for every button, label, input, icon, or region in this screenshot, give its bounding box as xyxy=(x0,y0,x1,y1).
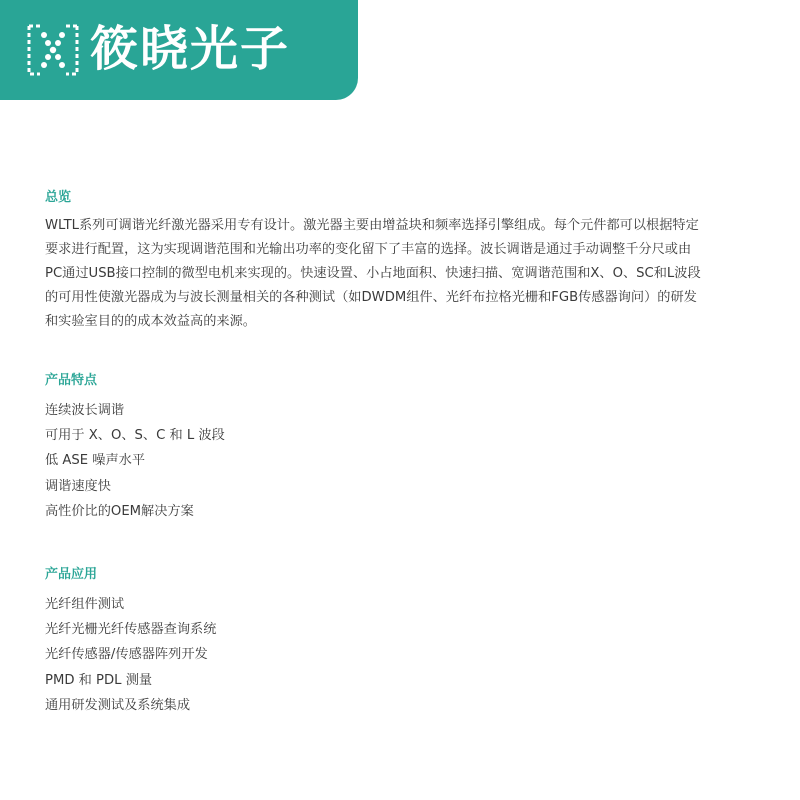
feature-item: 低 ASE 噪声水平 xyxy=(45,453,146,469)
features-heading: 产品特点 xyxy=(45,373,98,388)
overview-line: PC通过USB接口控制的微型电机来实现的。快速设置、小占地面积、快速扫描、宽调谐范围和X、O、SC和L波段 xyxy=(45,266,701,281)
main-content xyxy=(45,188,770,718)
features-list xyxy=(45,398,770,524)
application-item: 光纤组件测试 xyxy=(45,597,125,613)
x-logo-icon xyxy=(26,23,80,77)
feature-item: 连续波长调谐 xyxy=(45,403,125,418)
feature-item: 调谐速度快 xyxy=(45,478,111,494)
overview-line: 和实验室目的的成本效益高的来源。 xyxy=(45,314,256,329)
brand-name: 筱晓光子 xyxy=(90,21,291,77)
overview-paragraph xyxy=(45,214,770,334)
application-item: 光纤传感器/传感器阵列开发 xyxy=(45,647,208,663)
overview-heading: 总览 xyxy=(45,190,72,205)
application-item: 通用研发测试及系统集成 xyxy=(45,697,191,713)
applications-heading: 产品应用 xyxy=(45,567,98,583)
application-item: 光纤光栅光纤传感器查询系统 xyxy=(45,622,217,638)
overview-line: WLTL系列可调谐光纤激光器采用专有设计。激光器主要由增益块和频率选择引擎组成。每个元件都可以根据特定 xyxy=(45,218,699,233)
overview-line: 要求进行配置，这为实现调谐范围和光输出功率的变化留下了丰富的选择。波长调谐是通过手动调整千分尺或由 xyxy=(45,242,692,257)
application-item: PMD 和 PDL 测量 xyxy=(45,672,153,688)
brand-banner xyxy=(0,0,358,100)
overview-line: 的可用性使激光器成为与波长测量相关的各种测试（如DWDM组件、光纤布拉格光栅和FGB传感器询问）的研发 xyxy=(45,290,697,305)
applications-list xyxy=(45,592,770,718)
feature-item: 高性价比的OEM解决方案 xyxy=(45,503,194,519)
feature-item: 可用于 X、O、S、C 和 L 波段 xyxy=(45,428,225,444)
